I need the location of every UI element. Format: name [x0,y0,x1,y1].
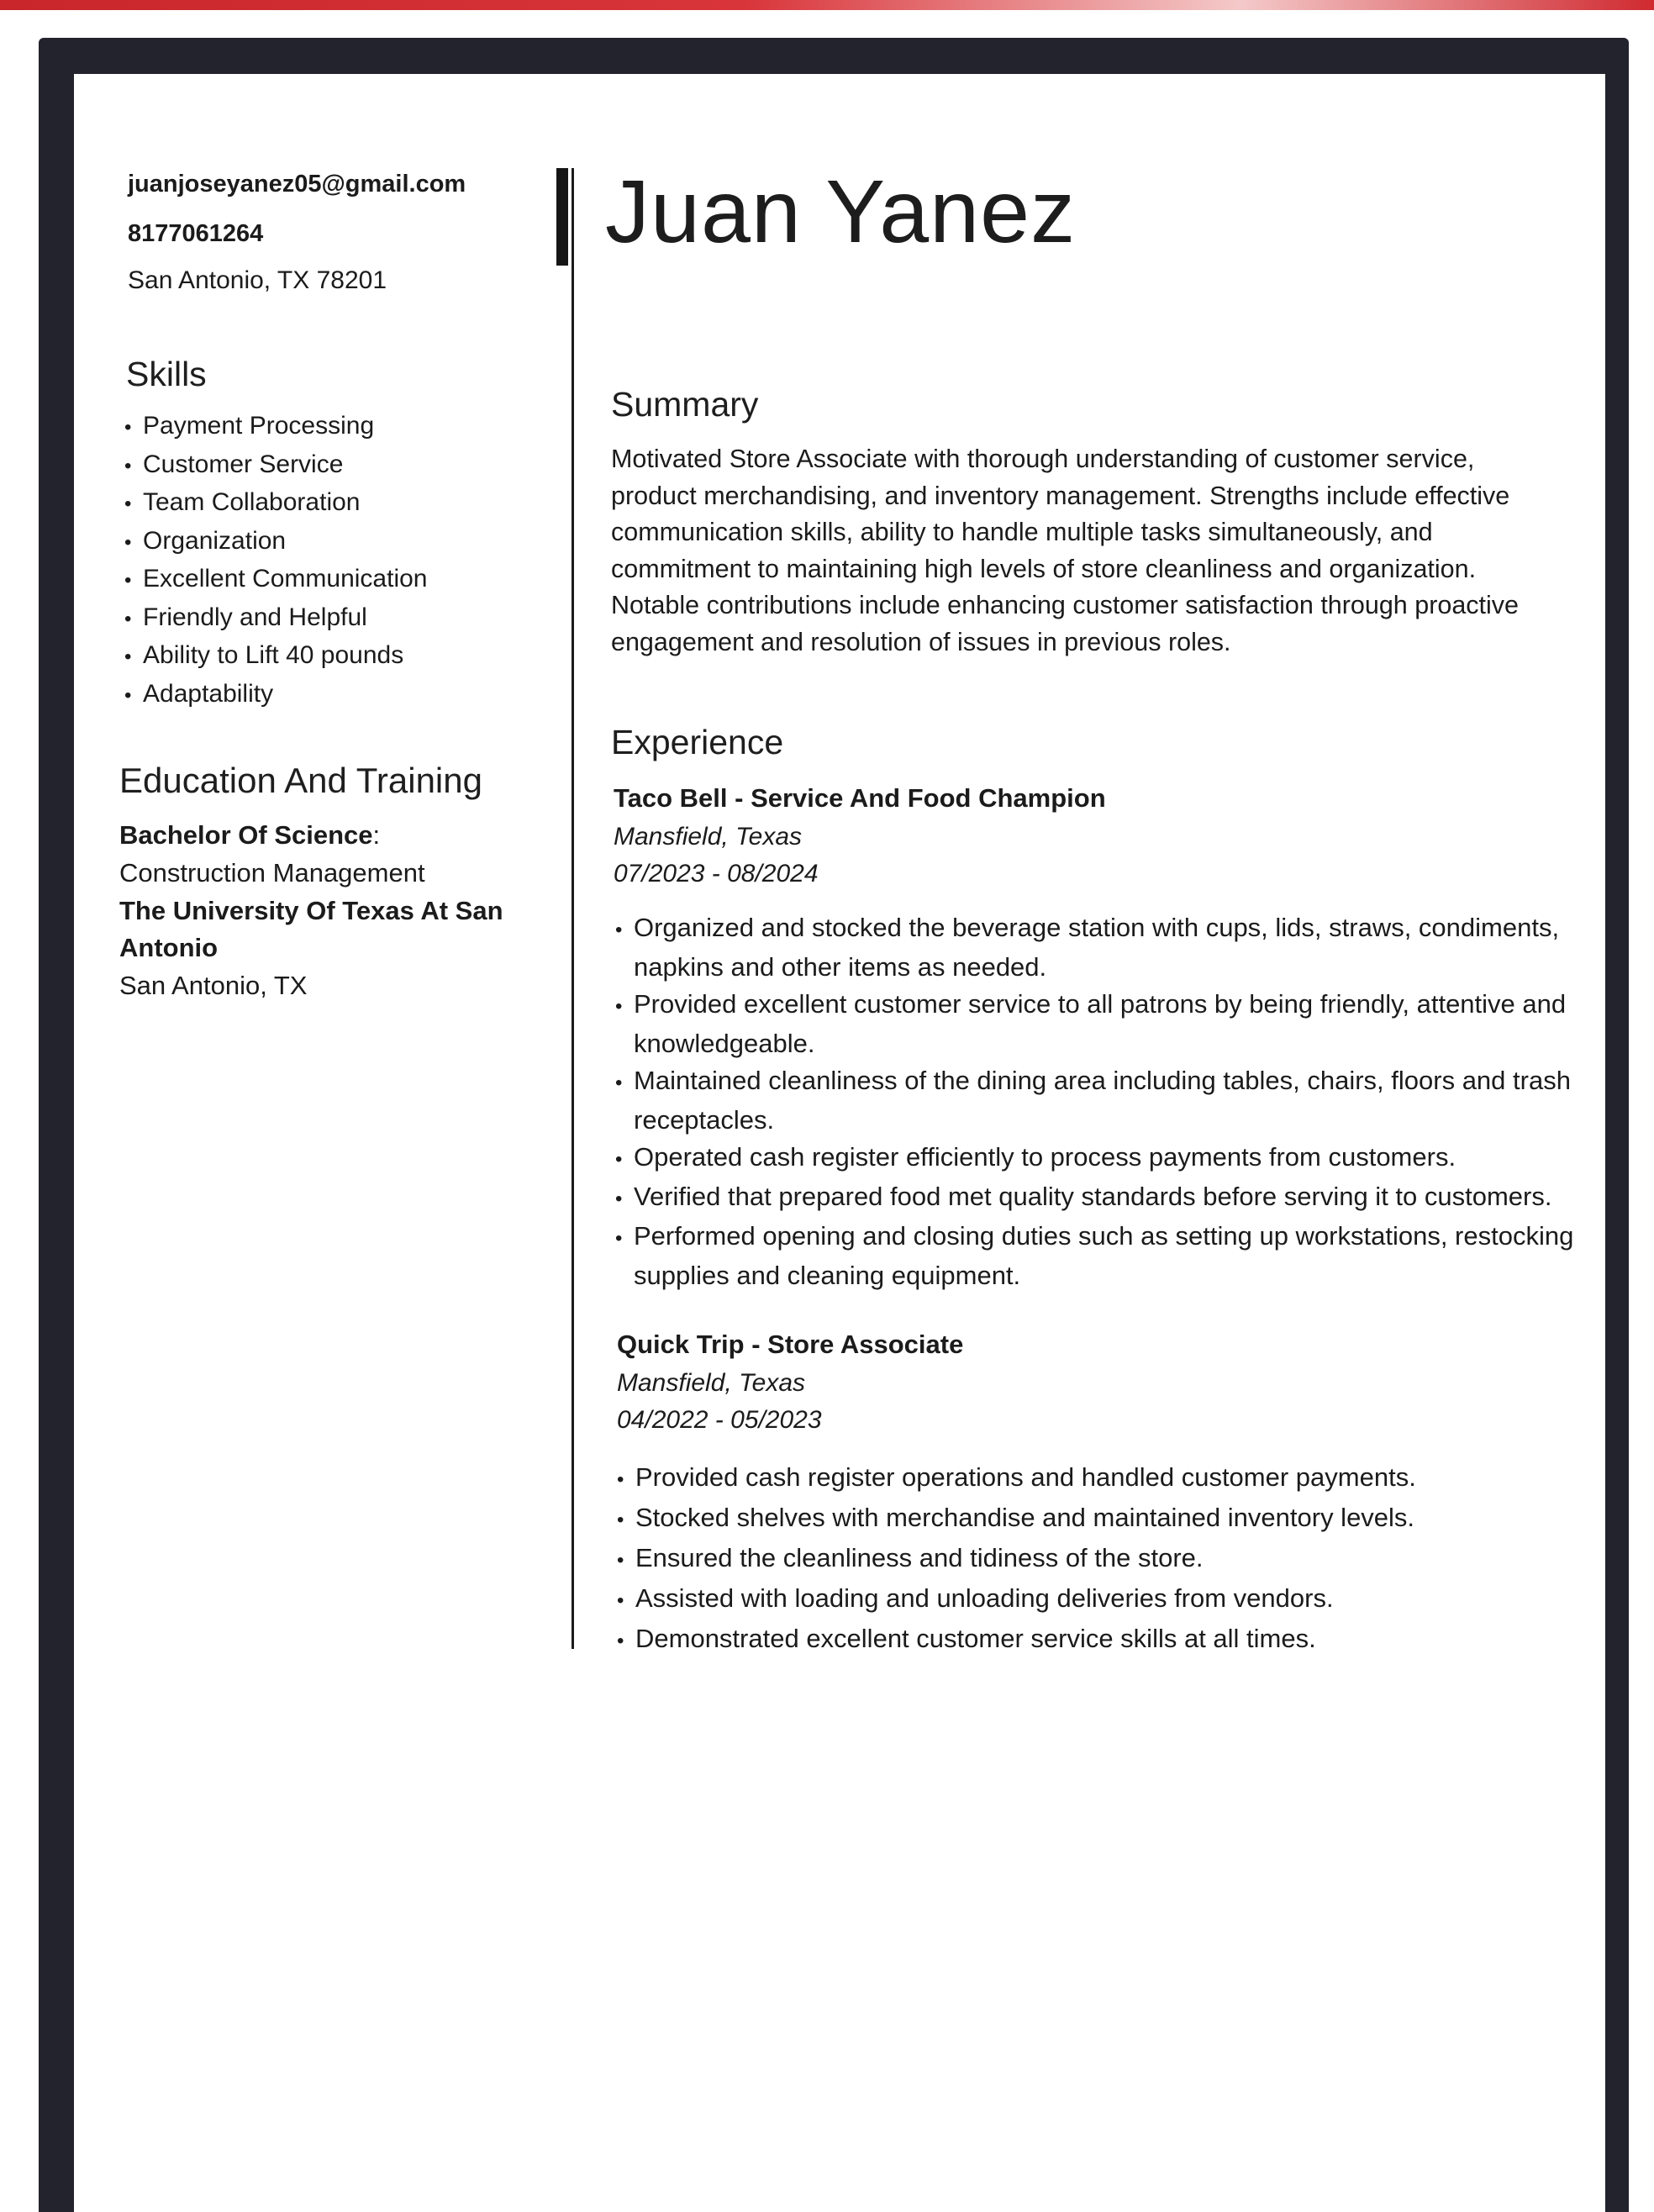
skill-item: • Organization [124,523,427,561]
duty-item [617,1579,1416,1620]
duty-text: Operated cash register efficiently to process payments from customers. [634,1142,1456,1172]
skill-item: • Excellent Communication [124,561,427,599]
education-degree-colon: : [372,820,381,850]
skills-heading: Skills [126,355,207,393]
duty-text: Provided cash register operations and handled customer payments. [635,1462,1416,1492]
duty-text-cont: knowledgeable. [634,1029,815,1058]
duty-text: Demonstrated excellent customer service skills at all times. [635,1624,1316,1653]
duty-text: Organized and stocked the beverage station with cups, lids, straws, condiments, [634,913,1560,942]
duty-item [617,1539,1416,1579]
skill-item: • Friendly and Helpful [124,599,427,638]
candidate-name: Juan Yanez [605,162,1077,261]
duty-text-cont: napkins and other items as needed. [634,952,1047,982]
job-duties [617,1458,1416,1660]
summary-line: Notable contributions include enhancing customer satisfaction through proactive [611,591,1519,619]
education-heading: Education And Training [119,761,482,800]
summary-line: commitment to maintaining high levels of store cleanliness and organization. [611,554,1477,583]
contact-email: juanjoseyanez05@gmail.com [128,171,466,198]
duty-text: Maintained cleanliness of the dining area including tables, chairs, floors and trash [634,1066,1571,1095]
duty-item [615,1218,1573,1294]
summary-line: Motivated Store Associate with thorough understanding of customer service, [611,445,1475,473]
duty-item [615,1062,1573,1139]
duty-item [617,1458,1416,1498]
summary-heading: Summary [611,385,759,424]
duty-item [615,1178,1573,1218]
red-surface-edge [0,0,1654,10]
duty-item [617,1620,1416,1660]
job-location: Mansfield, Texas [614,823,803,851]
education-school-line-1: The University Of Texas At San [119,896,503,925]
job-title: Quick Trip - Store Associate [617,1330,964,1359]
summary-line: product merchandising, and inventory management. Strengths include effective [611,481,1510,510]
column-divider [572,168,574,1649]
duty-text: Verified that prepared food met quality standards before serving it to customers. [634,1182,1552,1211]
skill-item: • Adaptability [124,676,427,714]
duty-text: Provided excellent customer service to all patrons by being friendly, attentive and [634,989,1567,1019]
duty-item [615,909,1573,986]
skill-item: • Customer Service [124,446,427,485]
skill-item: • Payment Processing [124,408,427,446]
education-degree: Bachelor Of Science [119,820,373,850]
experience-heading: Experience [611,723,784,761]
education-school-line-2: Antonio [119,933,219,962]
skill-item: • Team Collaboration [124,484,427,523]
header-accent-bar [556,168,568,266]
skills-list [124,408,427,714]
education-degree-line [119,817,380,854]
summary-line: engagement and resolution of issues in previous roles. [611,627,1231,656]
duty-text: Stocked shelves with merchandise and maintained inventory levels. [635,1503,1415,1532]
duty-text: Performed opening and closing duties such as setting up workstations, restocking [634,1221,1574,1251]
contact-phone: 8177061264 [128,220,264,247]
job-dates: 07/2023 - 08/2024 [614,860,819,887]
job-title: Taco Bell - Service And Food Champion [614,783,1106,813]
education-location: San Antonio, TX [119,971,308,1000]
summary-line: communication skills, ability to handle multiple tasks simultaneously, and [611,518,1433,546]
duty-item [615,1139,1573,1178]
duty-item [615,986,1573,1062]
skill-item: • Ability to Lift 40 pounds [124,637,427,676]
education-field: Construction Management [119,858,425,887]
job-duties [615,909,1573,1294]
job-location: Mansfield, Texas [617,1369,806,1397]
contact-location: San Antonio, TX 78201 [128,266,387,294]
job-dates: 04/2022 - 05/2023 [617,1406,822,1434]
duty-item [617,1498,1416,1539]
duty-text: Assisted with loading and unloading deliveries from vendors. [635,1583,1334,1613]
duty-text-cont: receptacles. [634,1105,775,1135]
duty-text-cont: supplies and cleaning equipment. [634,1261,1021,1290]
summary-text [611,441,1578,661]
duty-text: Ensured the cleanliness and tidiness of the store. [635,1543,1204,1572]
